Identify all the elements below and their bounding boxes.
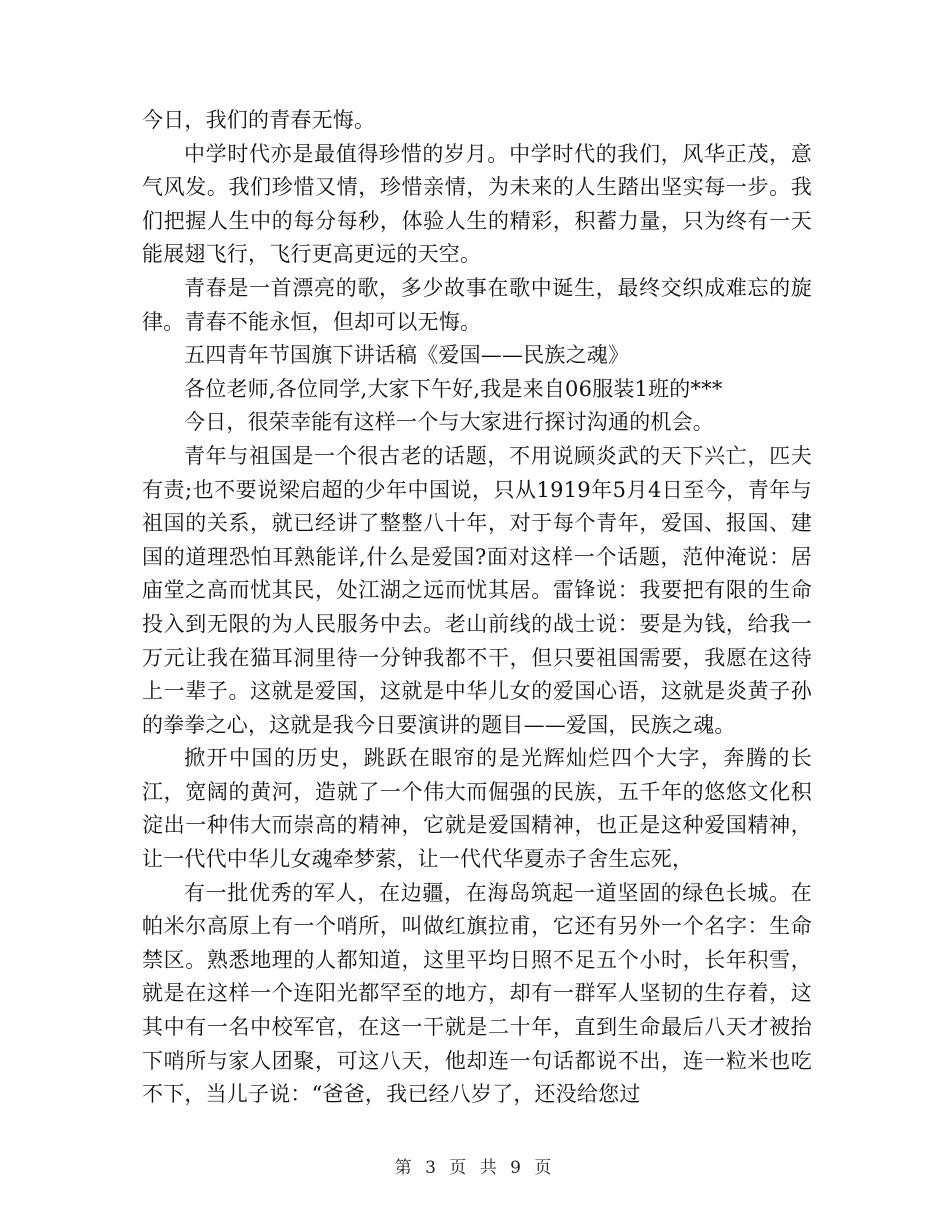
paragraph: 掀开中国的历史，跳跃在眼帘的是光辉灿烂四个大字，奔腾的长江，宽阔的黄河，造就了一个伟大而倔强的民族，五千年的悠悠文化积淀出一种伟大而崇高的精神，它就是爱国精神，也正是这种爱国精神，让一代代中华儿女魂牵梦萦，让一代代华夏赤子舍生忘死， [142,746,812,872]
paragraph: 青春是一首漂亮的歌，多少故事在歌中诞生，最终交织成难忘的旋律。青春不能永恒，但却可以无悔。 [142,275,812,334]
speech-title: 五四青年节国旗下讲话稿《爱国——民族之魂》 [184,343,630,368]
paragraph: 今日，我们的青春无悔。 [142,108,376,132]
paragraph: 中学时代亦是最值得珍惜的岁月。中学时代的我们，风华正茂，意气风发。我们珍惜又情，珍惜亲情，为未来的人生踏出坚实每一步。我们把握人生中的每分每秒，体验人生的精彩，积蓄力量，只为终有一天能展翅飞行，飞行更高更远的天空。 [142,141,812,267]
page-number-footer: 第 3 页 共 9 页 [394,1158,556,1178]
paragraph: 青年与祖国是一个很古老的话题，不用说顾炎武的天下兴亡，匹夫有责;也不要说梁启超的少年中国说，只从1919年5月4日至今，青年与祖国的关系，就已经讲了整整八十年，对于每个青年，爱国、报国、建国的道理恐怕耳熟能详,什么是爱国?面对这样一个话题，范仲淹说：居庙堂之高而忧其民，处江湖之远而忧其居。雷锋说：我要把有限的生命投入到无限的为人民服务中去。老山前线的战士说：要是为钱，给我一万元让我在猫耳洞里待一分钟我都不干，但只要祖国需要，我愿在这待上一辈子。这就是爱国，这就是中华儿女的爱国心语，这就是炎黄子孙的拳拳之心，这就是我今日要演讲的题目——爱国，民族之魂。 [142,443,812,737]
greeting: 各位老师,各位同学,大家下午好,我是来自06服装1班的*** [184,376,723,401]
document-body [142,104,812,1112]
paragraph: 今日，很荣幸能有这样一个与大家进行探讨沟通的机会。 [184,410,714,435]
paragraph: 有一批优秀的军人，在边疆，在海岛筑起一道坚固的绿色长城。在帕米尔高原上有一个哨所，叫做红旗拉甫，它还有另外一个名字：生命禁区。熟悉地理的人都知道，这里平均日照不足五个小时，长年积雪，就是在这样一个连阳光都罕至的地方，却有一群军人坚韧的生存着，这其中有一名中校军官，在这一干就是二十年，直到生命最后八天才被抬下哨所与家人团聚，可这八天，他却连一句话都说不出，连一粒米也吃不下，当儿子说：“爸爸，我已经八岁了，还没给您过 [142,880,812,1107]
